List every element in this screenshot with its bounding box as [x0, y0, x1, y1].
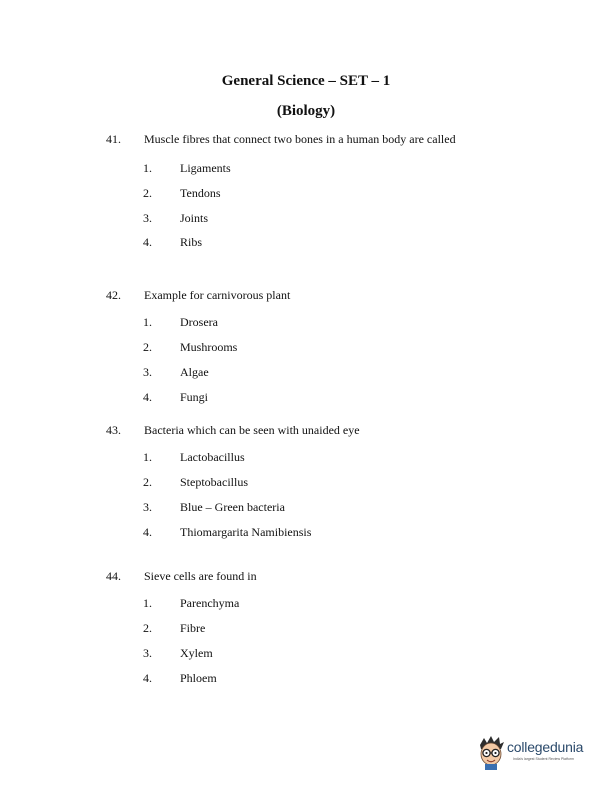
option-text: Parenchyma [180, 596, 240, 610]
option-number: 2. [143, 186, 152, 200]
logo-name: collegedunia [507, 739, 584, 755]
collegedunia-logo [476, 735, 606, 775]
option-text: Fibre [180, 621, 206, 635]
option-text: Xylem [180, 646, 213, 660]
option-text: Algae [180, 365, 209, 379]
question-text: Muscle fibres that connect two bones in a human body are called [144, 132, 456, 146]
page-title: General Science – SET – 1 [221, 73, 391, 89]
option-text: Ribs [180, 235, 203, 249]
option-text: Steptobacillus [180, 475, 248, 489]
option-number: 4. [143, 390, 152, 404]
option-text: Drosera [180, 315, 218, 329]
option-text: Tendons [180, 186, 221, 200]
option-number: 1. [143, 161, 152, 175]
option-number: 3. [143, 365, 152, 379]
logo-tagline: India's largest Student Review Platform [513, 757, 574, 761]
question-text: Sieve cells are found in [144, 569, 257, 583]
option-number: 1. [143, 596, 152, 610]
question-number: 44. [106, 569, 121, 583]
question-number: 42. [106, 288, 121, 302]
question-text: Example for carnivorous plant [144, 288, 291, 302]
question-number: 43. [106, 423, 121, 437]
student-face-icon [476, 735, 506, 771]
option-number: 2. [143, 621, 152, 635]
option-text: Ligaments [180, 161, 231, 175]
option-number: 4. [143, 235, 152, 249]
page-subtitle: (Biology) [276, 103, 336, 119]
option-number: 4. [143, 525, 152, 539]
question-text: Bacteria which can be seen with unaided eye [144, 423, 360, 437]
option-text: Phloem [180, 671, 217, 685]
option-number: 2. [143, 340, 152, 354]
option-number: 3. [143, 211, 152, 225]
option-number: 3. [143, 500, 152, 514]
option-number: 2. [143, 475, 152, 489]
question-number: 41. [106, 132, 121, 146]
option-number: 3. [143, 646, 152, 660]
option-number: 4. [143, 671, 152, 685]
option-text: Thiomargarita Namibiensis [180, 525, 312, 539]
option-text: Blue – Green bacteria [180, 500, 285, 514]
option-number: 1. [143, 315, 152, 329]
option-text: Fungi [180, 390, 209, 404]
option-text: Joints [180, 211, 209, 225]
option-text: Lactobacillus [180, 450, 245, 464]
option-text: Mushrooms [180, 340, 238, 354]
option-number: 1. [143, 450, 152, 464]
